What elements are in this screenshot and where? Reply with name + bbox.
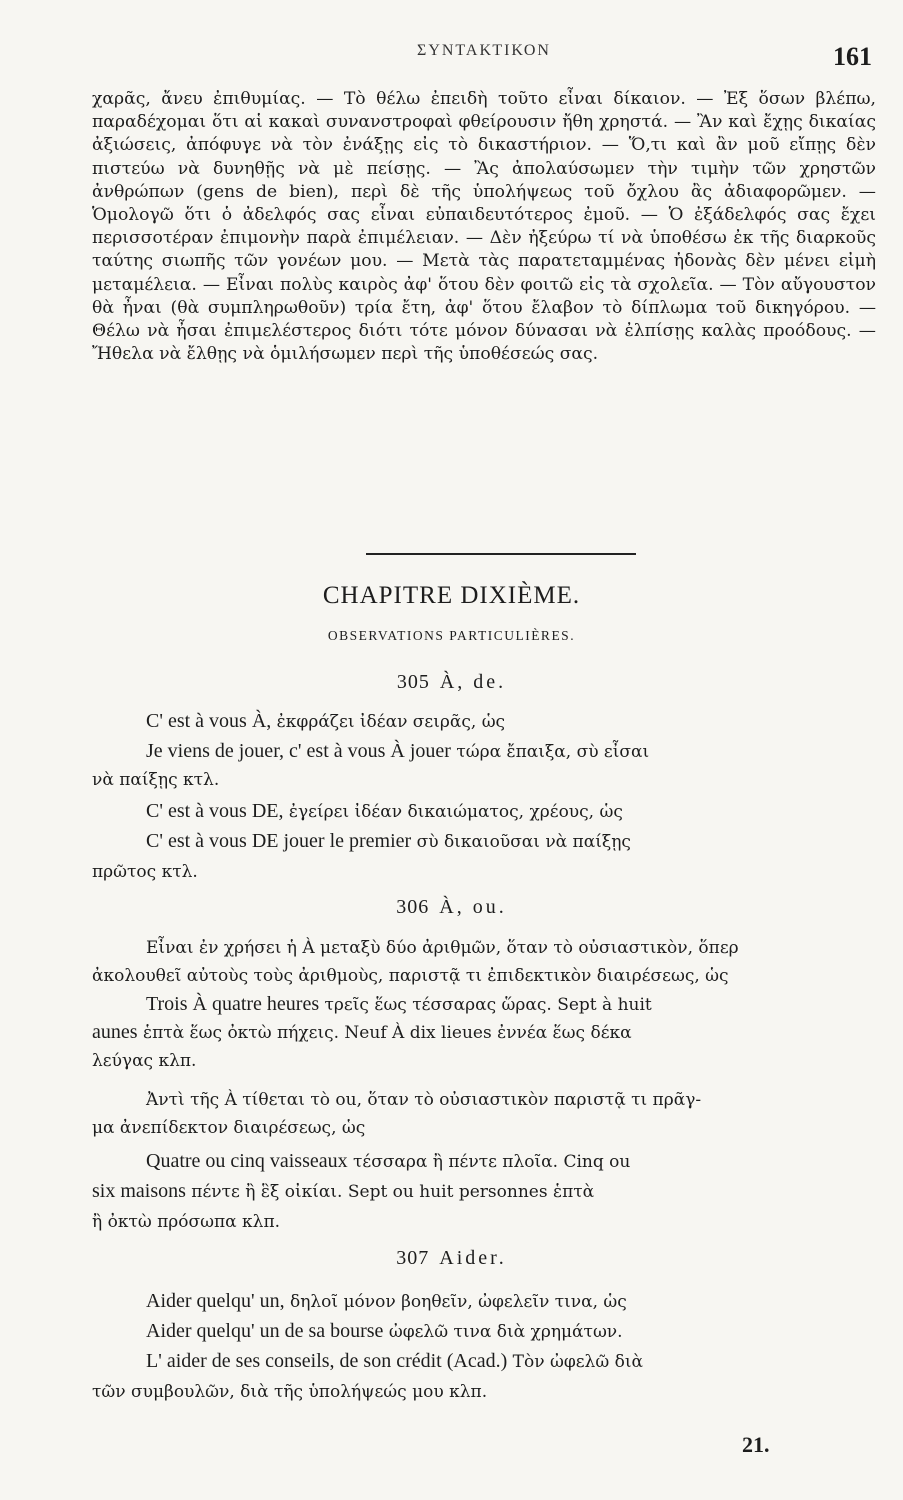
- example-line: λεύγας κλπ.: [92, 1051, 197, 1071]
- example-line: ἢ ὀκτὼ πρόσωπα κλπ.: [92, 1212, 281, 1232]
- section-number: 307: [396, 1247, 430, 1269]
- example-line: Trois À quatre heures τρεῖς ἕως τέσσαρας ὥρας. Sept à huit: [146, 993, 652, 1015]
- signature-mark: 21.: [742, 1432, 770, 1457]
- section-number: 306: [396, 896, 430, 918]
- example-line: νὰ παίξῃς κτλ.: [92, 770, 220, 790]
- running-title: ΣΥΝΤΑΚΤΙΚΟΝ: [417, 42, 551, 59]
- section-number: 305: [396, 671, 430, 693]
- section-title: À, de.: [439, 671, 507, 693]
- section-title: Aider.: [439, 1247, 507, 1269]
- example-line: L' aider de ses conseils, de son crédit (Acad.) Τὸν ὠφελῶ διὰ: [146, 1350, 643, 1372]
- example-line: aunes ἑπτὰ ἕως ὀκτὼ πήχεις. Neuf À dix lieues ἐννέα ἕως δέκα: [92, 1021, 632, 1043]
- section-heading-307: [0, 1247, 903, 1270]
- example-line: Aider quelqu' un, δηλοῖ μόνον βοηθεῖν, ὠφελεῖν τινα, ὡς: [146, 1290, 627, 1312]
- example-line: six maisons πέντε ἢ ἓξ οἰκίαι. Sept ou huit personnes ἑπτὰ: [92, 1180, 595, 1202]
- example-line: C' est à vous DE, ἐγείρει ἰδέαν δικαιώματος, χρέους, ὡς: [146, 800, 623, 822]
- text-line: ἀκολουθεῖ αὐτοὺς τοὺς ἀριθμοὺς, παριστᾷ τι ἐπιδεκτικὸν διαιρέσεως, ὡς: [92, 966, 729, 986]
- section-heading-305: [0, 671, 903, 694]
- example-line: Aider quelqu' un de sa bourse ὠφελῶ τινα διὰ χρημάτων.: [146, 1320, 623, 1342]
- text-line: Εἶναι ἐν χρήσει ἡ À μεταξὺ δύο ἀριθμῶν, ὅταν τὸ οὐσιαστικὸν, ὅπερ: [146, 938, 739, 958]
- section-title: À, ou.: [439, 896, 507, 918]
- page-header: [96, 42, 872, 82]
- chapter-subtitle: OBSERVATIONS PARTICULIÈRES.: [327, 628, 576, 643]
- example-line: τῶν συμβουλῶν, διὰ τῆς ὑπολήψεώς μου κλπ.: [92, 1382, 488, 1402]
- page-number: 161: [833, 42, 872, 71]
- example-line: πρῶτος κτλ.: [92, 862, 198, 882]
- chapter-divider: [366, 553, 636, 555]
- section-heading-306: [0, 896, 903, 919]
- text-line: Ἀντὶ τῆς À τίθεται τὸ ou, ὅταν τὸ οὐσιαστικὸν παριστᾷ τι πρᾶγ-: [146, 1090, 702, 1110]
- example-line: C' est à vous À, ἐκφράζει ἰδέαν σειρᾶς, ὡς: [146, 710, 506, 732]
- text-line: μα ἀνεπίδεκτον διαιρέσεως, ὡς: [92, 1118, 366, 1138]
- example-line: Je viens de jouer, c' est à vous À jouer τώρα ἔπαιξα, σὺ εἶσαι: [146, 740, 650, 762]
- example-line: C' est à vous DE jouer le premier σὺ δικαιοῦσαι νὰ παίξῃς: [146, 830, 631, 852]
- chapter-title: CHAPITRE DIXIÈME.: [322, 582, 581, 609]
- intro-paragraph: χαρᾶς, ἄνευ ἐπιθυμίας. — Τὸ θέλω ἐπειδὴ τοῦτο εἶναι δίκαιον. — Ἐξ ὅσων βλέπω, παραδέχομαι ὅτι αἱ κακαὶ συνανστροφαὶ φθείρουσιν ἤθη χρηστά. — Ἂν καὶ ἔχῃς δικαίας ἀξιώσεις, ἀπόφυγε νὰ τὸν ἐνάξῃς εἰς τὸ δικαστήριον. — Ὅ,τι καὶ ἂν μοῦ εἴπῃς δὲν πιστεύω νὰ δυνηθῇς νὰ μὲ πείσῃς. — Ἂς ἀπολαύσωμεν τὴν τιμὴν τῶν χρηστῶν ἀνθρώπων (gens de bien), περὶ δὲ τῆς ὑπολήψεως τοῦ ὄχλου ἂς ἀδιαφορῶμεν. — Ὁμολογῶ ὅτι ὁ ἀδελφός σας εἶναι εὐπαιδευτότερος ἐμοῦ. — Ὁ ἐξάδελφός σας ἔχει περισσοτέραν ἐπιμονὴν παρὰ ἐπιμέλειαν. — Δὲν ἠξεύρω τί νὰ ὑποθέσω ἐκ τῆς διαρκοῦς ταύτης σιωπῆς τῶν γονέων μου. — Μετὰ τὰς παρατεταμμένας ἡδονὰς δὲν μένει εἰμὴ μεταμέλεια. — Εἶναι πολὺς καιρὸς ἀφ' ὅτου δὲν φοιτῶ εἰς τὰ σχολεῖα. — Τὸν αὔγουστον θὰ ἦναι (θὰ συμπληρωθοῦν) τρία ἔτη, ἀφ' ὅτου ἔλαβον τὸ δίπλωμα τοῦ δικηγόρου. — Θέλω νὰ ἦσαι ἐπιμελέστερος διότι τότε μόνον δύνασαι νὰ ἐλπίσῃς καλὰς προόδους. — Ἤθελα νὰ ἔλθῃς νὰ ὁμιλήσωμεν περὶ τῆς ὑποθέσεώς σας.: [92, 89, 876, 365]
- example-line: Quatre ou cinq vaisseaux τέσσαρα ἢ πέντε πλοῖα. Cinq ou: [146, 1150, 631, 1172]
